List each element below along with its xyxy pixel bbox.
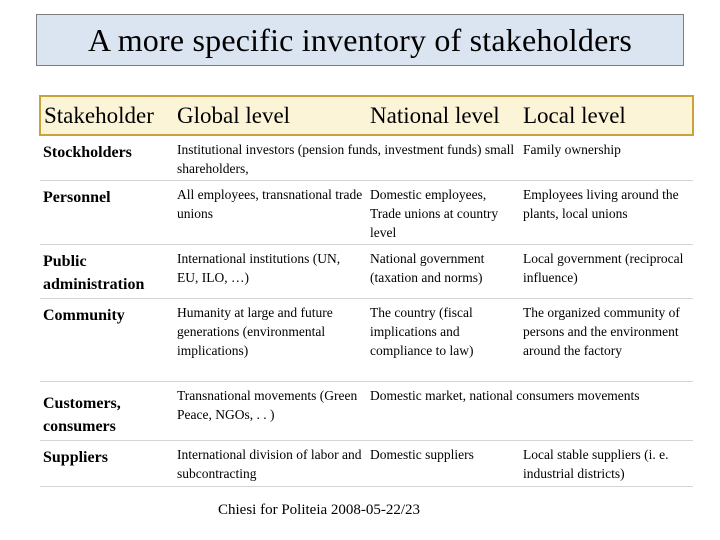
row-global-national-cell: Institutional investors (pension funds, investment funds) small shareholders,	[174, 135, 520, 181]
table-row	[40, 135, 693, 181]
row-global-cell: Humanity at large and future generations (environmental implications)	[174, 299, 367, 382]
row-local-cell: Local stable suppliers (i. e. industrial districts)	[520, 441, 693, 487]
header-national-level: National level	[367, 96, 520, 135]
slide-title-box	[36, 14, 684, 66]
row-national-cell: National government (taxation and norms)	[367, 245, 520, 299]
row-national-local-cell: Domestic market, national consumers movements	[367, 382, 693, 441]
row-national-cell: The country (fiscal implications and compliance to law)	[367, 299, 520, 382]
row-stakeholder-name: Personnel	[40, 181, 174, 245]
header-local-level: Local level	[520, 96, 693, 135]
row-global-cell: Transnational movements (Green Peace, NGOs, . . )	[174, 382, 367, 441]
row-global-cell: All employees, transnational trade unions	[174, 181, 367, 245]
row-local-cell: Family ownership	[520, 135, 693, 181]
row-stakeholder-name: Public administration	[40, 245, 174, 299]
header-stakeholder: Stakeholder	[40, 96, 174, 135]
slide-footer: Chiesi for Politeia 2008-05-22/23	[218, 502, 421, 518]
row-stakeholder-name: Customers, consumers	[40, 382, 174, 441]
table-row	[40, 299, 693, 382]
table-row	[40, 245, 693, 299]
row-stakeholder-name: Suppliers	[40, 441, 174, 487]
row-stakeholder-name: Community	[40, 299, 174, 382]
table-header-row	[40, 96, 693, 135]
row-global-cell: International institutions (UN, EU, ILO, …)	[174, 245, 367, 299]
row-local-cell: Employees living around the plants, local unions	[520, 181, 693, 245]
slide-title: A more specific inventory of stakeholders	[87, 21, 633, 58]
row-national-cell: Domestic suppliers	[367, 441, 520, 487]
row-stakeholder-name: Stockholders	[40, 135, 174, 181]
row-national-cell: Domestic employees, Trade unions at country level	[367, 181, 520, 245]
table-row	[40, 181, 693, 245]
row-local-cell: The organized community of persons and the environment around the factory	[520, 299, 693, 382]
header-global-level: Global level	[174, 96, 367, 135]
row-global-cell: International division of labor and subcontracting	[174, 441, 367, 487]
stakeholder-inventory-table	[39, 95, 694, 487]
table-row	[40, 382, 693, 441]
table-row	[40, 441, 693, 487]
row-local-cell: Local government (reciprocal influence)	[520, 245, 693, 299]
